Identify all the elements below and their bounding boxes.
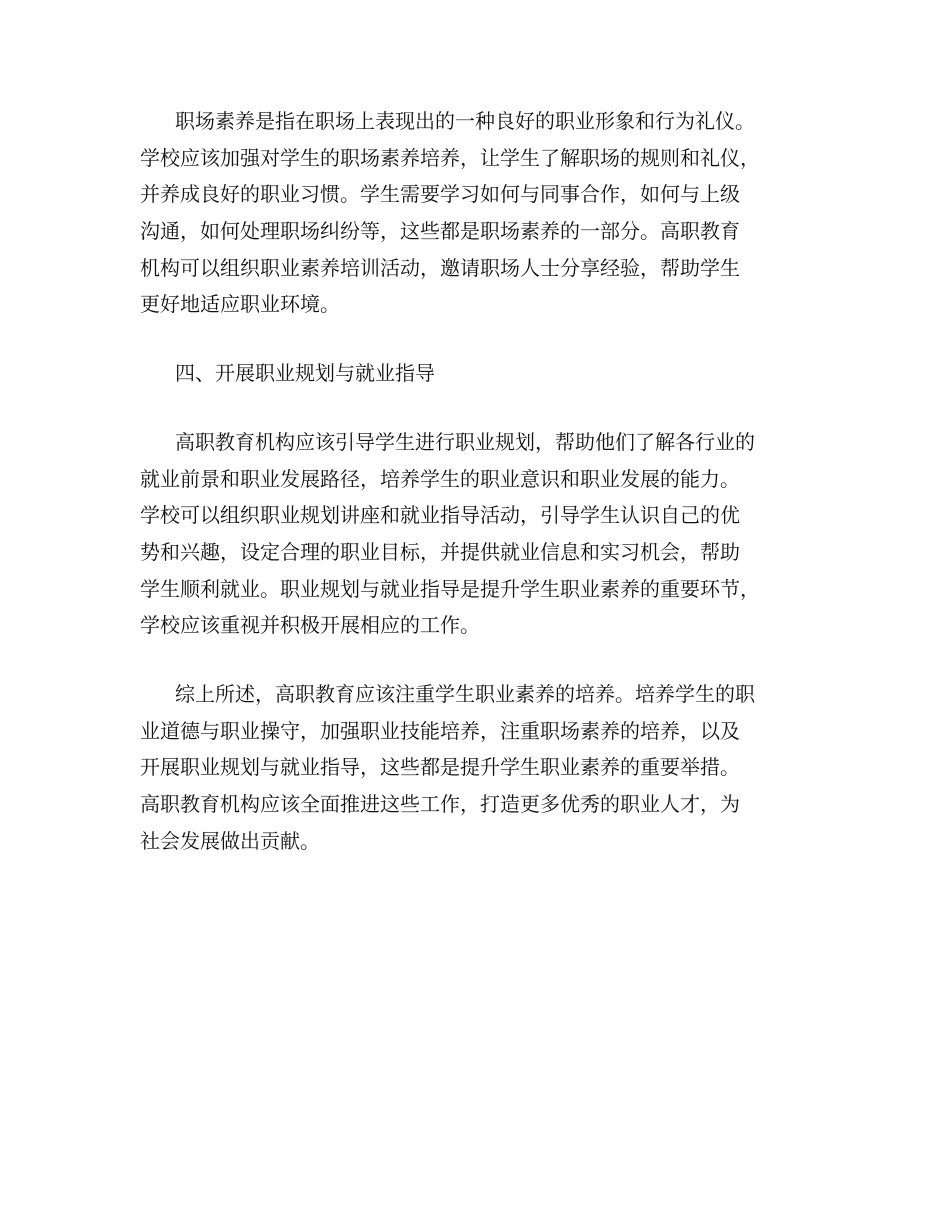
text-line: 开展职业规划与就业指导，这些都是提升学生职业素养的重要举措。 bbox=[140, 755, 740, 780]
text-line: 学校可以组织职业规划讲座和就业指导活动，引导学生认识自己的优 bbox=[140, 503, 740, 528]
text-line: 就业前景和职业发展路径，培养学生的职业意识和职业发展的能力。 bbox=[140, 466, 740, 491]
text-line: 并养成良好的职业习惯。学生需要学习如何与同事合作，如何与上级 bbox=[140, 182, 740, 207]
paragraph-career-planning bbox=[140, 424, 810, 644]
text-line: 机构可以组织职业素养培训活动，邀请职场人士分享经验，帮助学生 bbox=[140, 255, 740, 280]
document-body bbox=[140, 103, 810, 891]
section-heading-text: 四、开展职业规划与就业指导 bbox=[175, 361, 435, 386]
text-line: 学校应该重视并积极开展相应的工作。 bbox=[140, 613, 480, 638]
text-line: 沟通，如何处理职场纠纷等，这些都是职场素养的一部分。高职教育 bbox=[140, 219, 740, 244]
section-heading bbox=[140, 355, 810, 392]
paragraph-workplace-literacy bbox=[140, 103, 810, 323]
text-line: 社会发展做出贡献。 bbox=[140, 828, 320, 853]
text-line: 综上所述，高职教育应该注重学生职业素养的培养。培养学生的职 bbox=[175, 681, 755, 706]
text-line: 业道德与职业操守，加强职业技能培养，注重职场素养的培养，以及 bbox=[140, 718, 740, 743]
text-line: 更好地适应职业环境。 bbox=[140, 292, 340, 317]
text-line: 势和兴趣，设定合理的职业目标，并提供就业信息和实习机会，帮助 bbox=[140, 539, 740, 564]
text-line: 职场素养是指在职场上表现出的一种良好的职业形象和行为礼仪。 bbox=[175, 109, 755, 133]
text-line: 高职教育机构应该全面推进这些工作，打造更多优秀的职业人才，为 bbox=[140, 792, 740, 816]
text-line: 学生顺利就业。职业规划与就业指导是提升学生职业素养的重要环节， bbox=[140, 576, 760, 601]
text-line: 学校应该加强对学生的职场素养培养，让学生了解职场的规则和礼仪， bbox=[140, 145, 760, 170]
paragraph-conclusion bbox=[140, 676, 810, 859]
text-line: 高职教育机构应该引导学生进行职业规划，帮助他们了解各行业的 bbox=[175, 429, 755, 454]
